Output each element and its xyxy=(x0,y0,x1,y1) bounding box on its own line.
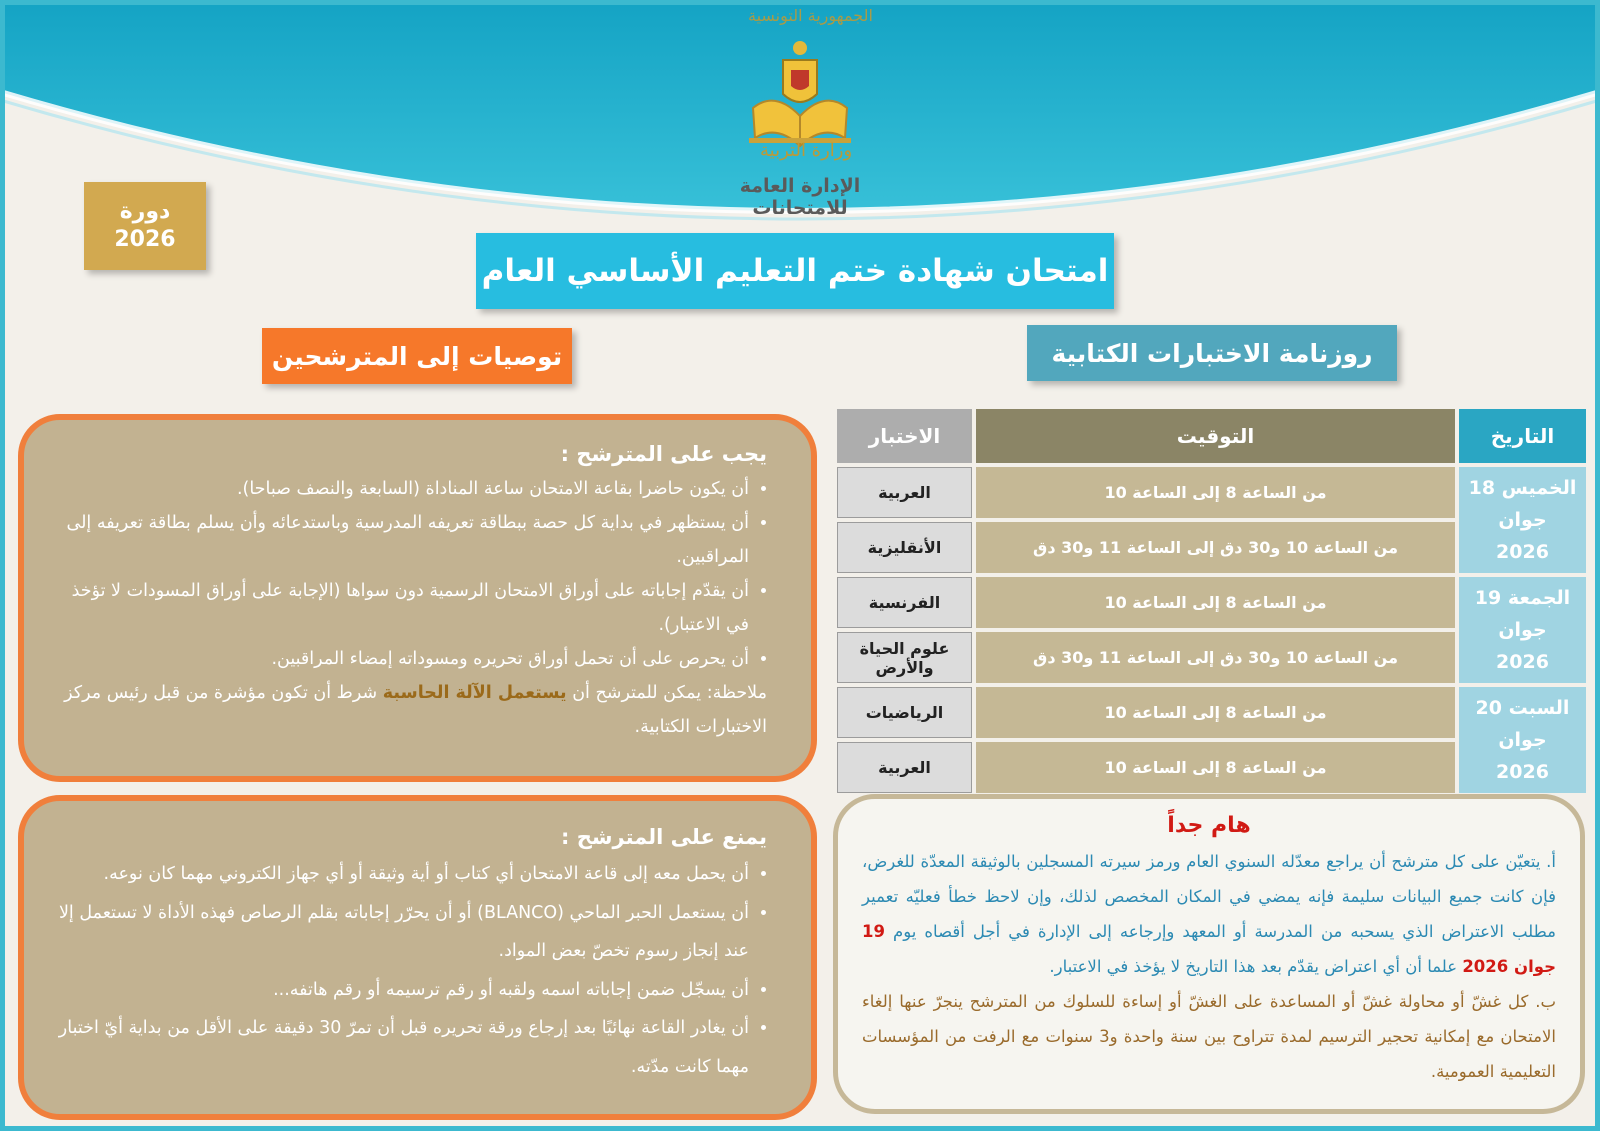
subject-cell: الرياضيات xyxy=(837,687,972,738)
table-row xyxy=(837,467,1586,518)
ministry-label: وزارة التربية xyxy=(760,140,853,161)
time-cell: من الساعة 10 و30 دق إلى الساعة 11 و30 دق xyxy=(976,632,1455,683)
subject-cell: العربية xyxy=(837,467,972,518)
objection-deadline: 19 جوان 2026 xyxy=(862,922,1556,976)
important-box xyxy=(833,794,1585,1114)
must-list xyxy=(54,472,767,676)
must-heading: يجب على المترشح : xyxy=(560,442,767,466)
note-highlight: يستعمل الآلة الحاسبة xyxy=(382,683,567,703)
year-label: 2026 xyxy=(1496,651,1549,673)
time-cell: من الساعة 8 إلى الساعة 10 xyxy=(976,742,1455,793)
subject-cell: علوم الحياة والأرض xyxy=(837,632,972,683)
forbidden-box xyxy=(18,795,817,1120)
subject-cell: الأنقليزية xyxy=(837,522,972,573)
session-label: دورة xyxy=(119,199,171,224)
objection-paragraph xyxy=(862,844,1556,984)
date-cell xyxy=(1459,467,1586,573)
header-subject: الاختبار xyxy=(837,409,972,463)
exam-schedule-table xyxy=(833,405,1590,797)
session-year: 2026 xyxy=(114,227,176,252)
objection-text-end: علما أن أي اعتراض يقدّم بعد هذا التاريخ لا يؤخذ في الاعتبار. xyxy=(1049,957,1458,976)
table-row xyxy=(837,687,1586,738)
list-item: • أن يحمل معه إلى قاعة الامتحان أي كتاب أو أية وثيقة أو أي جهاز الكتروني مهما كان نوعه. xyxy=(54,855,749,894)
exam-directorate-title: الإدارة العامة للامتحانات xyxy=(739,175,861,219)
list-item: • أن يقدّم إجاباته على أوراق الامتحان الرسمية دون سواها (الإجابة على أوراق المسودات لا تؤخذ في الاعتبار). xyxy=(54,574,749,642)
table-row xyxy=(837,577,1586,628)
recommendations-heading: توصيات إلى المترشحين xyxy=(262,328,572,384)
year-label: 2026 xyxy=(1496,541,1549,563)
time-cell: من الساعة 8 إلى الساعة 10 xyxy=(976,577,1455,628)
note-prefix: ملاحظة: يمكن للمترشح أن xyxy=(572,683,767,703)
schedule-heading: روزنامة الاختبارات الكتابية xyxy=(1027,325,1397,381)
subject-cell: العربية xyxy=(837,742,972,793)
subject-cell: الفرنسية xyxy=(837,577,972,628)
day-label: الخميس 18 جوان xyxy=(1468,477,1577,531)
list-item: • أن يحرص على أن تحمل أوراق تحريره ومسوداته إمضاء المراقبين. xyxy=(54,642,749,676)
list-item: • أن يكون حاضرا بقاعة الامتحان ساعة المناداة (السابعة والنصف صباحا). xyxy=(54,472,749,506)
must-box xyxy=(18,414,817,782)
list-item: • أن يستظهر في بداية كل حصة ببطاقة تعريفه المدرسية وباستدعائه وأن يسلم بطاقة تعريفه إلى المراقبين. xyxy=(54,506,749,574)
calculator-note xyxy=(54,676,767,744)
day-label: السبت 20 جوان xyxy=(1475,697,1570,751)
date-cell xyxy=(1459,577,1586,683)
cheating-paragraph: ب. كل غشّ أو محاولة غشّ أو المساعدة على الغشّ أو إساءة للسلوك من المترشح ينجرّ عنها إلغاء الامتحان مع إمكانية تحجير الترسيم لمدة تتراوح بين سنة واحدة و3 سنوات مع الرفت من المؤسسات التعليمية العمومية. xyxy=(862,992,1556,1081)
exam-title: امتحان شهادة ختم التعليم الأساسي العام xyxy=(476,233,1114,309)
note-suffix: شرط أن تكون مؤشرة من قبل رئيس مركز الاختبارات الكتابية. xyxy=(64,683,767,737)
important-heading: هام جداً xyxy=(1167,813,1251,838)
day-label: الجمعة 19 جوان xyxy=(1474,587,1571,641)
time-cell: من الساعة 8 إلى الساعة 10 xyxy=(976,467,1455,518)
list-item: • أن يغادر القاعة نهائيًا بعد إرجاع ورقة تحريره قبل أن تمرّ 30 دقيقة على الأقل من بداية أيّ اختبار مهما كانت مدّته. xyxy=(54,1009,749,1086)
forbidden-list xyxy=(54,855,767,1086)
list-item: • أن يسجّل ضمن إجاباته اسمه ولقبه أو رقم ترسيمه أو رقم هاتفه... xyxy=(54,971,749,1010)
time-cell: من الساعة 10 و30 دق إلى الساعة 11 و30 دق xyxy=(976,522,1455,573)
republic-label: الجمهورية التونسية xyxy=(748,6,873,25)
objection-text: أ. يتعيّن على كل مترشح أن يراجع معدّله السنوي العام ورمز سيرته المسجلين بالوثيقة المعدّة للغرض، فإن كانت جميع البيانات سليمة فإنه يمضي في المكان المخصص لذلك، وإن لاحظ خطأ فعليّه تعمير مطلب الاعتراض الذي يسحبه من المدرسة أو المعهد وإرجاعه إلى الإدارة في أجل أقصاه يوم xyxy=(862,852,1556,941)
list-item: • أن يستعمل الحبر الماحي (BLANCO) أو أن يحرّر إجاباته بقلم الرصاص فهذه الأداة لا تستعمل إلا عند إنجاز رسوم تخصّ بعض المواد. xyxy=(54,894,749,971)
date-cell xyxy=(1459,687,1586,793)
header-time: التوقيت xyxy=(976,409,1455,463)
session-badge xyxy=(84,182,206,270)
time-cell: من الساعة 8 إلى الساعة 10 xyxy=(976,687,1455,738)
year-label: 2026 xyxy=(1496,761,1549,783)
header-date: التاريخ xyxy=(1459,409,1586,463)
forbidden-heading: يمنع على المترشح : xyxy=(561,825,767,849)
